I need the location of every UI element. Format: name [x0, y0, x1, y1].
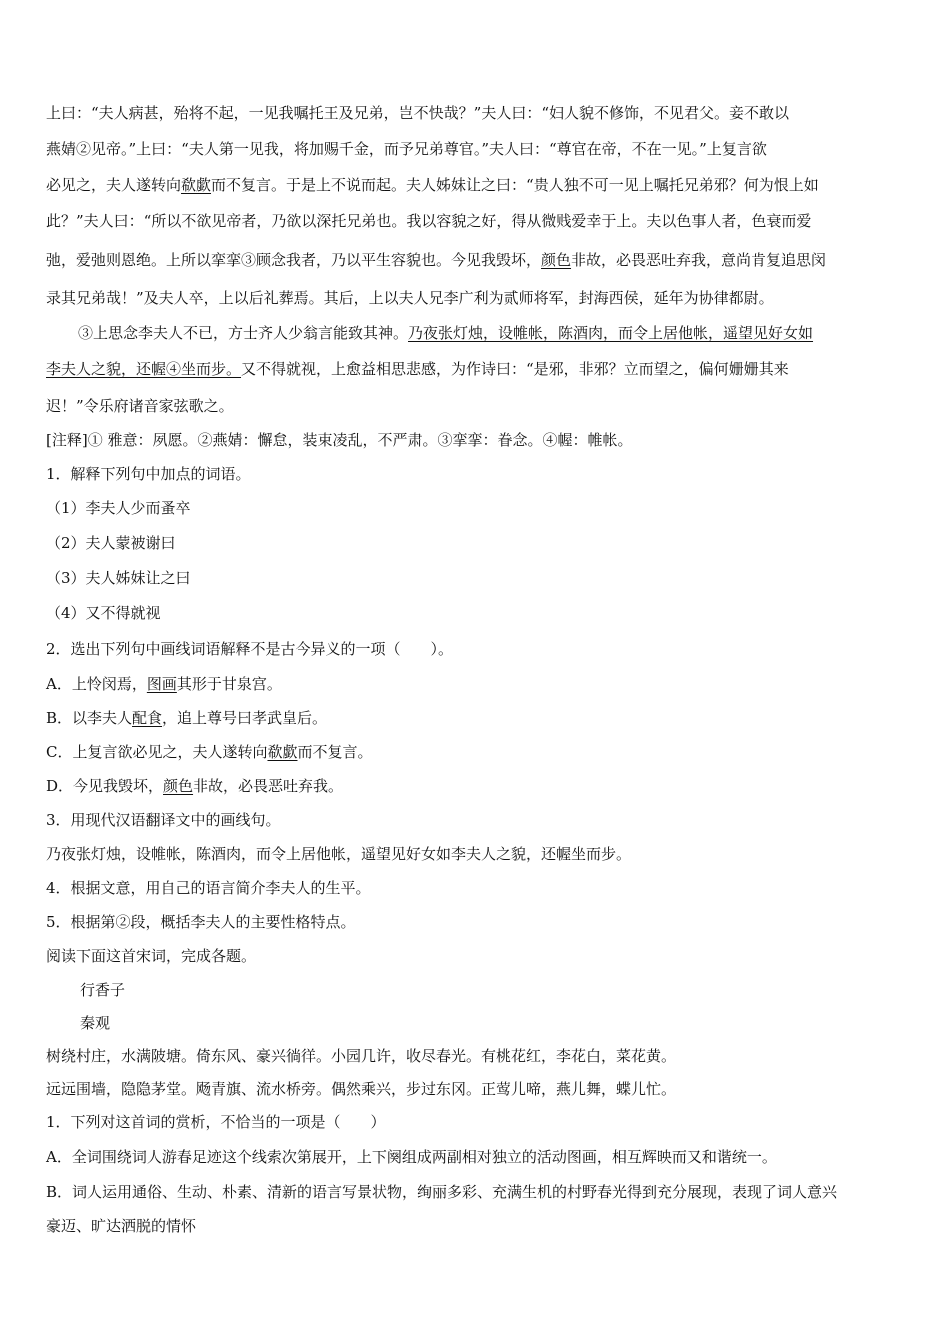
option-c: [46, 742, 373, 762]
passage-text: 又不得就视，上愈益相思悲感，为作诗曰：“是邪，非邪？立而望之，偏何姗姗其来: [241, 360, 789, 378]
underlined-word: 颜色: [163, 777, 194, 795]
passage-text: 弛，爱弛则恩绝。上所以挛挛③顾念我者，乃以平生容貌也。今见我毁坏，: [46, 251, 542, 269]
option-text: 其形于甘泉宫。: [176, 675, 282, 693]
annotation-note: [注释]① 雅意：夙愿。②燕婧：懈怠，装束凌乱，不严肃。③挛挛：眷念。④幄：帷帐。: [46, 431, 633, 449]
question-stem: 3．用现代汉语翻译文中的画线句。: [46, 811, 281, 829]
question-item: （3）夫人姊妹让之曰: [46, 569, 191, 587]
underlined-word: 颜色: [541, 251, 572, 269]
question-stem: 4．根据文意，用自己的语言简介李夫人的生平。: [46, 879, 371, 897]
underlined-word: 欷歔: [267, 743, 298, 761]
poem-author: 秦观: [80, 1014, 111, 1032]
passage-line: 迟！”令乐府诸音家弦歌之。: [46, 397, 234, 415]
question-stem: 5．根据第②段，概括李夫人的主要性格特点。: [46, 913, 356, 931]
option-b: [46, 708, 327, 728]
question-stem: 2．选出下列句中画线词语解释不是古今异义的一项（ ）。: [46, 640, 454, 658]
passage-text: 必见之，夫人遂转向: [46, 176, 182, 194]
underlined-word: 配食: [132, 709, 163, 727]
passage-text: ③上思念李夫人不已，方士齐人少翁言能致其神。: [78, 324, 409, 342]
option-b: B．词人运用通俗、生动、朴素、清新的语言写景状物，绚丽多彩、充满生机的村野春光得到充分展现，表现了词人意兴: [46, 1183, 838, 1201]
option-text: 而不复言。: [297, 743, 373, 761]
underlined-sentence: 李夫人之貌，还幄④坐而步。: [46, 360, 242, 378]
underlined-word: 图画: [146, 675, 177, 693]
question-stem: 1．下列对这首词的赏析，不恰当的一项是（ ）: [46, 1113, 386, 1131]
option-text: A．上怜闵焉，: [46, 675, 147, 693]
option-b-continued: 豪迈、旷达洒脱的情怀: [46, 1217, 197, 1235]
passage-line: [78, 323, 813, 343]
option-a: [46, 674, 282, 694]
poem-title: 行香子: [80, 981, 126, 999]
underlined-word: 欷歔: [181, 176, 212, 194]
question-item: （4）又不得就视: [46, 604, 161, 622]
option-text: 非故，必畏恶吐弃我。: [193, 777, 344, 795]
passage-line: 录其兄弟哉！”及夫人卒，上以后礼葬焉。其后，上以夫人兄李广利为贰师将军，封海西侯，延年为协律都尉。: [46, 289, 774, 307]
option-d: [46, 776, 343, 796]
poem-line: 远远围墙，隐隐茅堂。飏青旗、流水桥旁。偶然乘兴，步过东冈。正莺儿啼，燕儿舞，蝶儿忙。: [46, 1080, 677, 1098]
question-stem: 1．解释下列句中加点的词语。: [46, 465, 251, 483]
passage-line: [46, 250, 826, 270]
translation-sentence: 乃夜张灯烛，设帷帐，陈酒肉，而令上居他帐，遥望见好女如李夫人之貌，还幄坐而步。: [46, 845, 632, 863]
option-text: B．以李夫人: [46, 709, 133, 727]
underlined-sentence: 乃夜张灯烛，设帷帐，陈酒肉，而令上居他帐，遥望见好女如: [408, 324, 814, 342]
question-item: （2）夫人蒙被谢曰: [46, 534, 176, 552]
question-item: （1）李夫人少而蚤卒: [46, 499, 191, 517]
option-text: ，追上尊号曰孝武皇后。: [162, 709, 328, 727]
passage-text: 非故，必畏恶吐弃我，意尚肯复追思闵: [571, 251, 827, 269]
passage-line: 上曰：“夫人病甚，殆将不起，一见我嘱托王及兄弟，岂不快哉？”夫人曰：“妇人貌不修饰，不见君父。妾不敢以: [46, 104, 790, 122]
option-text: D．今见我毁坏，: [46, 777, 164, 795]
passage-line: [46, 359, 789, 379]
passage-line: 燕婧②见帝。”上曰：“夫人第一见我，将加赐千金，而予兄弟尊官。”夫人曰：“尊官在帝，不在一见。”上复言欲: [46, 140, 767, 158]
passage-line: 此？”夫人曰：“所以不欲见帝者，乃欲以深托兄弟也。我以容貌之好，得从微贱爱幸于上。夫以色事人者，色衰而爱: [46, 212, 812, 230]
passage-line: [46, 175, 819, 195]
option-a: A．全词围绕词人游春足迹这个线索次第展开，上下阕组成两副相对独立的活动图画，相互辉映而又和谐统一。: [46, 1148, 777, 1166]
option-text: C．上复言欲必见之，夫人遂转向: [46, 743, 268, 761]
section-intro: 阅读下面这首宋词，完成各题。: [46, 947, 257, 965]
poem-line: 树绕村庄，水满陂塘。倚东风、豪兴徜徉。小园几许，收尽春光。有桃花红，李花白，菜花黄。: [46, 1047, 677, 1065]
passage-text: 而不复言。于是上不说而起。夫人姊妹让之曰：“贵人独不可一见上嘱托兄弟邪？何为恨上如: [211, 176, 819, 194]
